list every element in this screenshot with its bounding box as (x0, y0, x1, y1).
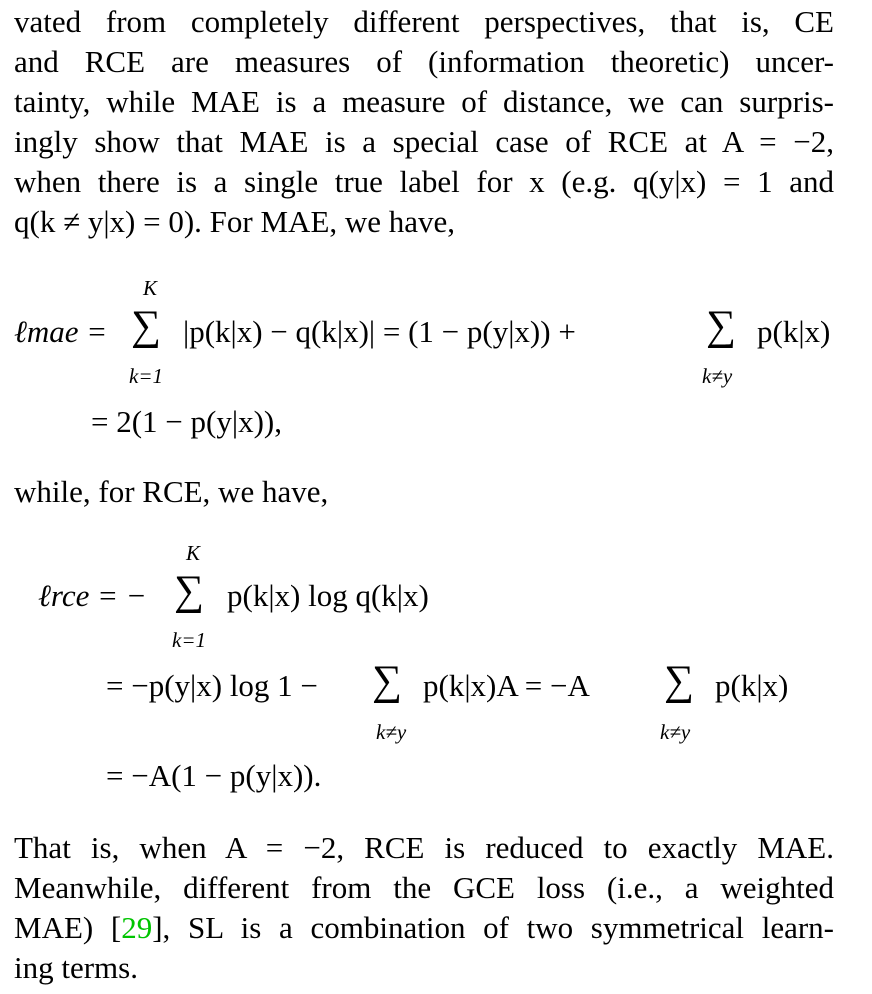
summation-symbol: ∑ (706, 303, 736, 349)
text-line: That is, when A = −2, RCE is reduced to exactly MAE. (14, 830, 834, 865)
paragraph-intro (14, 2, 834, 242)
sum-upper-limit: K (186, 541, 201, 565)
sum-lower-limit: k≠y (702, 364, 733, 388)
text-fragment: ], SL is a combination of two symmetrical learn- (152, 910, 834, 945)
text-line: when there is a single true label for x (e.g. q(y|x) = 1 and (14, 164, 834, 199)
paragraph-conclusion (14, 828, 834, 988)
text-line (14, 908, 834, 948)
summation-symbol: ∑ (131, 303, 161, 349)
text-line: ingly show that MAE is a special case of RCE at A = −2, (14, 124, 834, 159)
equation-term: p(k|x)A = −A (423, 668, 590, 703)
citation-link[interactable]: 29 (121, 910, 153, 945)
equation-term: p(k|x) (757, 314, 831, 349)
sum-lower-limit: k≠y (376, 720, 407, 744)
sum-lower-limit: k=1 (172, 628, 206, 652)
equation-lhs: ℓmae = (14, 314, 108, 349)
paragraph-rce-intro (14, 472, 834, 512)
sum-lower-limit: k≠y (660, 720, 691, 744)
summation-symbol: ∑ (174, 568, 204, 614)
equation-line: = −A(1 − p(y|x)). (106, 758, 322, 793)
text-line: ing terms. (14, 950, 138, 985)
text-line: while, for RCE, we have, (14, 474, 329, 509)
equation-term: |p(k|x) − q(k|x)| = (1 − p(y|x)) + (183, 314, 576, 349)
text-fragment: MAE) [ (14, 910, 122, 945)
sum-upper-limit: K (143, 276, 158, 300)
sum-lower-limit: k=1 (129, 364, 163, 388)
equation-term: p(k|x) (715, 668, 789, 703)
text-line: and RCE are measures of (information theoretic) uncer- (14, 44, 834, 79)
equation-line: = 2(1 − p(y|x)), (91, 404, 282, 439)
text-line: q(k ≠ y|x) = 0). For MAE, we have, (14, 204, 456, 239)
text-line: Meanwhile, different from the GCE loss (i.e., a weighted (14, 870, 834, 905)
summation-symbol: ∑ (664, 658, 694, 704)
text-line: vated from completely different perspectives, that is, CE (14, 4, 834, 39)
equation-line: = −p(y|x) log 1 − (106, 668, 318, 703)
equation-lhs: ℓrce = − (38, 578, 147, 613)
summation-symbol: ∑ (372, 658, 402, 704)
equation-term: p(k|x) log q(k|x) (227, 578, 429, 613)
text-line: tainty, while MAE is a measure of distance, we can surpris- (14, 84, 834, 119)
